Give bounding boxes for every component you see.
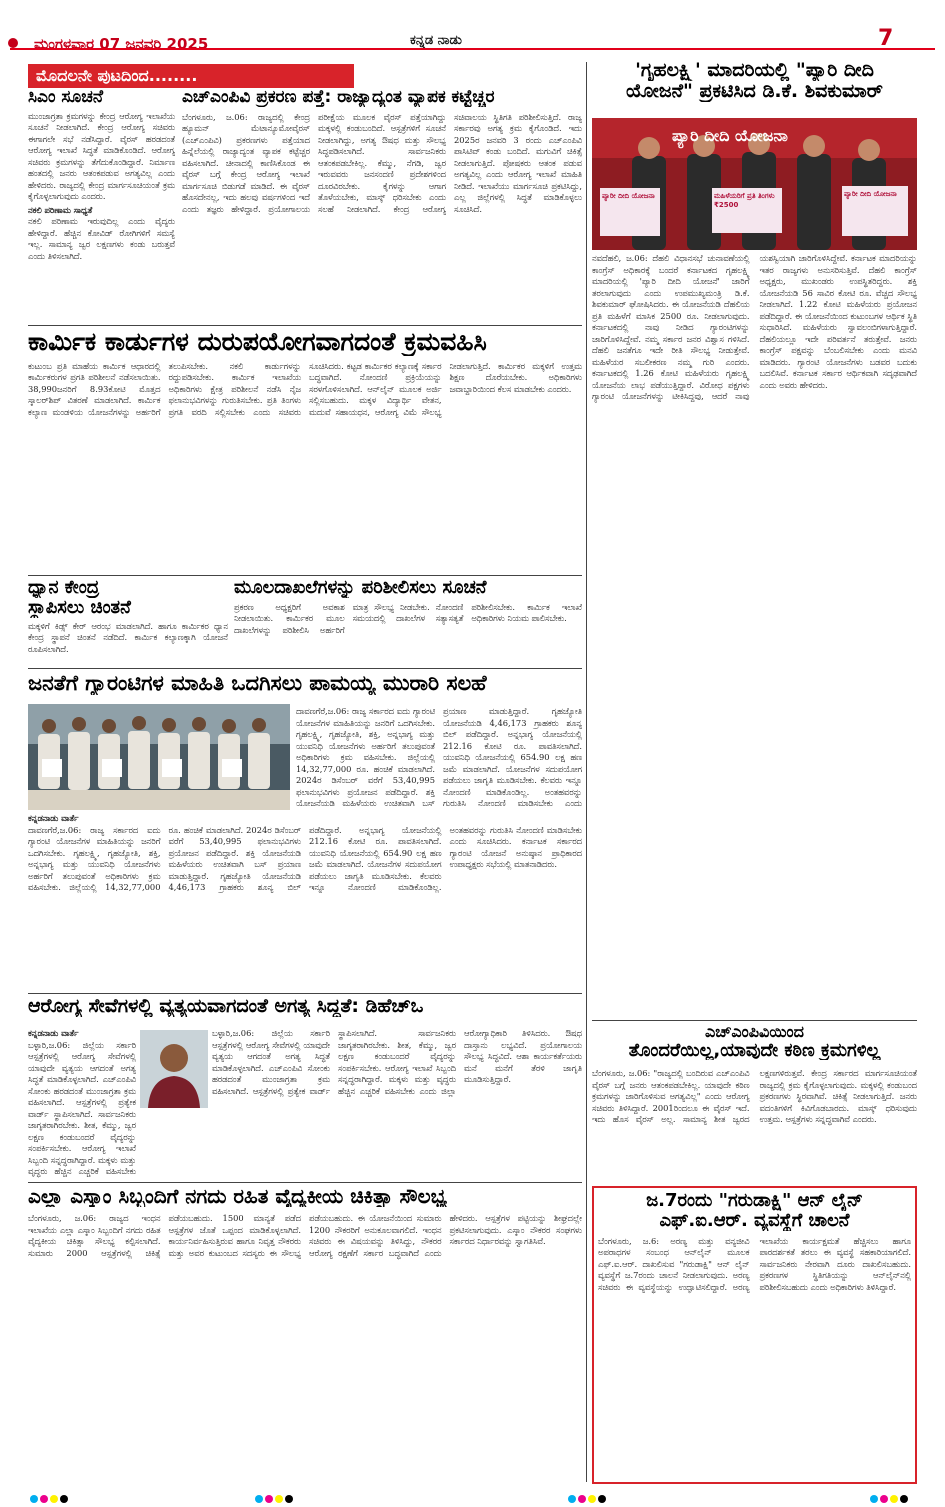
magenta-dot-icon: [265, 1495, 273, 1503]
dateline: ಕನ್ನಡನಾಡು ವಾರ್ತೆ: [28, 813, 79, 823]
divider: [28, 575, 582, 576]
arogya-headline-box: [28, 996, 582, 1024]
issue-date: ಮಂಗಳವಾರ 07 ಜನವರಿ 2025: [34, 35, 209, 53]
article-hmpv: [182, 88, 582, 323]
page-number: 7: [878, 26, 894, 51]
person-portrait-icon: [140, 1030, 208, 1108]
article-garuda: [592, 1186, 917, 1484]
article-body: ಕುಟುಂಬ ಪ್ರತಿ ಮಾಹೆಯ ಕಾರ್ಮಿಕ ಆಧಾರದಲ್ಲಿ ಕಾರ್ಮಿಕರುಗಳ ಪ್ರಗತಿ ಪರಿಶೀಲನೆ ನಡೆಸಲಾಯಿತು. 38,990ಜನರಿಗೆ 8.93ಕೋಟಿ ಮೊತ್ತದ ಸ್ಕಾಲರ್‌ಶಿಪ್ ವಿತರಣೆ ಮಾಡಲಾಗಿದೆ. ಕಾರ್ಮಿಕ ಕಲ್ಯಾಣ ಮಂಡಳಿಯ ಯೋಜನೆಗಳನ್ನು ಅರ್ಹರಿಗೆ ತಲುಪಿಸಬೇಕು. ನಕಲಿ ಕಾರ್ಡುಗಳನ್ನು ರದ್ದುಪಡಿಸಬೇಕು. ಕಾರ್ಮಿಕ ಇಲಾಖೆಯ ಅಧಿಕಾರಿಗಳು ಕ್ಷೇತ್ರ ಪರಿಶೀಲನೆ ನಡೆಸಿ ನೈಜ ಫಲಾನುಭವಿಗಳನ್ನು ಗುರುತಿಸಬೇಕು. ಪ್ರತಿ ತಿಂಗಳು ಪ್ರಗತಿ ವರದಿ ಸಲ್ಲಿಸಬೇಕು ಎಂದು ಸಚಿವರು ಸೂಚಿಸಿದರು. ಕಟ್ಟಡ ಕಾರ್ಮಿಕರ ಕಲ್ಯಾಣಕ್ಕೆ ಸರ್ಕಾರ ಬದ್ಧವಾಗಿದೆ. ನೋಂದಣಿ ಪ್ರಕ್ರಿಯೆಯನ್ನು ಸರಳಗೊಳಿಸಲಾಗಿದೆ. ಆನ್‌ಲೈನ್ ಮೂಲಕ ಅರ್ಜಿ ಸಲ್ಲಿಸಬಹುದು. ಮಕ್ಕಳ ವಿದ್ಯಾರ್ಥಿ ವೇತನ, ಮದುವೆ ಸಹಾಯಧನ, ಆರೋಗ್ಯ ವಿಮೆ ಸೌಲಭ್ಯ ನೀಡಲಾಗುತ್ತಿದೆ. ಕಾರ್ಮಿಕರ ಮಕ್ಕಳಿಗೆ ಉತ್ತಮ ಶಿಕ್ಷಣ ದೊರೆಯಬೇಕು. ಅಧಿಕಾರಿಗಳು ಜವಾಬ್ದಾರಿಯಿಂದ ಕೆಲಸ ಮಾಡಬೇಕು ಎಂದರು.: [28, 360, 582, 417]
subheadline: ನಕಲಿ ಪರಿಣಾಮ ಸಾಧ್ಯತೆ: [28, 204, 93, 215]
placard-text: ಪ್ಯಾರೀ ದೀದಿ ಯೋಜನಾ: [844, 190, 897, 198]
headline: ಆರೋಗ್ಯ ಸೇವೆಗಳಲ್ಲಿ ವ್ಯತ್ಯಯವಾಗದಂತೆ ಅಗತ್ಯ ಸಿದ್ಧತೆ: ಡಿಹೆಚ್‌ಒ: [28, 996, 424, 1017]
article-guarantee-top: [296, 706, 582, 810]
black-dot-icon: [900, 1495, 908, 1503]
article-moola: [234, 578, 582, 666]
registration-mark-icon: [8, 38, 18, 48]
article-body: ಬೆಂಗಳೂರು, ಜ.06: ರಾಜ್ಯದಲ್ಲಿ ಕೇಂದ್ರ ಹ್ಯೂಮನ್ ಮೆಟಾನ್ಯೂಮೋವೈರಸ್ (ಎಚ್‌ಎಂಪಿವಿ) ಪ್ರಕರಣಗಳು ಪತ್ತೆಯಾದ ಹಿನ್ನೆಲೆಯಲ್ಲಿ ರಾಜ್ಯಾದ್ಯಂತ ವ್ಯಾಪಕ ಕಟ್ಟೆಚ್ಚರ ವಹಿಸಲಾಗಿದೆ. ಚೀನಾದಲ್ಲಿ ಕಾಣಿಸಿಕೊಂಡ ಈ ವೈರಸ್ ಬಗ್ಗೆ ಕೇಂದ್ರ ಆರೋಗ್ಯ ಇಲಾಖೆ ಮಾರ್ಗಸೂಚಿ ಬಿಡುಗಡೆ ಮಾಡಿದೆ. ಈ ವೈರಸ್ ಹೊಸದೇನಲ್ಲ, ಇದು ಹಲವು ವರ್ಷಗಳಿಂದ ಇದೆ ಎಂದು ತಜ್ಞರು ಹೇಳಿದ್ದಾರೆ. ಪ್ರಯೋಗಾಲಯ ಪರೀಕ್ಷೆಯ ಮೂಲಕ ವೈರಸ್ ಪತ್ತೆಯಾಗಿದ್ದು ಮಕ್ಕಳಲ್ಲಿ ಕಂಡುಬಂದಿದೆ. ಆಸ್ಪತ್ರೆಗಳಿಗೆ ಸೂಚನೆ ನೀಡಲಾಗಿದ್ದು, ಅಗತ್ಯ ಔಷಧ ಮತ್ತು ಸೌಲಭ್ಯ ಸಿದ್ಧಪಡಿಸಲಾಗಿದೆ. ಸಾರ್ವಜನಿಕರು ಆತಂಕಪಡಬೇಕಿಲ್ಲ. ಕೆಮ್ಮು, ನೆಗಡಿ, ಜ್ವರ ಇರುವವರು ಜನಸಂದಣಿ ಪ್ರದೇಶಗಳಿಂದ ದೂರವಿರಬೇಕು. ಕೈಗಳನ್ನು ಆಗಾಗ ತೊಳೆಯಬೇಕು, ಮಾಸ್ಕ್ ಧರಿಸಬೇಕು ಎಂದು ಸಲಹೆ ನೀಡಲಾಗಿದೆ. ಕೇಂದ್ರ ಆರೋಗ್ಯ ಸಚಿವಾಲಯ ಸ್ಥಿತಿಗತಿ ಪರಿಶೀಲಿಸುತ್ತಿದೆ. ರಾಜ್ಯ ಸರ್ಕಾರವು ಅಗತ್ಯ ಕ್ರಮ ಕೈಗೊಂಡಿದೆ. ಇದು 2025ರ ಜನವರಿ 3 ರಂದು ಎಚ್‌ಎಂಪಿವಿ ಪಾಸಿಟಿವ್ ಕಂಡು ಬಂದಿದೆ. ಮಗುವಿಗೆ ಚಿಕಿತ್ಸೆ ನೀಡಲಾಗುತ್ತಿದೆ. ಪೋಷಕರು ಆತಂಕ ಪಡುವ ಅಗತ್ಯವಿಲ್ಲ ಎಂದು ಆರೋಗ್ಯ ಇಲಾಖೆ ಮಾಹಿತಿ ನೀಡಿದೆ. ಇಲಾಖೆಯು ಮಾರ್ಗಸೂಚಿ ಪ್ರಕಟಿಸಿದ್ದು, ಎಲ್ಲ ಜಿಲ್ಲೆಗಳಲ್ಲಿ ಸಿದ್ಧತೆ ಮಾಡಿಕೊಳ್ಳಲು ಸೂಚಿಸಿದೆ.: [182, 111, 582, 214]
headline: ಎಚ್‌ಎಂಪಿವಿಯಿಂದ: [705, 1023, 804, 1041]
article-body: ದಾವಣಗೆರೆ,ಜ.06: ರಾಜ್ಯ ಸರ್ಕಾರದ ಐದು ಗ್ಯಾರಂಟಿ ಯೋಜನೆಗಳ ಮಾಹಿತಿಯನ್ನು ಜನರಿಗೆ ಒದಗಿಸಬೇಕು. ಗೃಹಲಕ್ಷ್ಮಿ, ಗೃಹಜ್ಯೋತಿ, ಶಕ್ತಿ, ಅನ್ನಭಾಗ್ಯ ಮತ್ತು ಯುವನಿಧಿ ಯೋಜನೆಗಳು ಅರ್ಹರಿಗೆ ತಲುಪುವಂತೆ ಅಧಿಕಾರಿಗಳು ಕ್ರಮ ವಹಿಸಬೇಕು. ಜಿಲ್ಲೆಯಲ್ಲಿ 14,32,77,000 ರೂ. ಹಂಚಿಕೆ ಮಾಡಲಾಗಿದೆ. 2024ರ ಡಿಸೆಂಬರ್ ವರೆಗೆ 53,40,995 ಫಲಾನುಭವಿಗಳು ಪ್ರಯೋಜನ ಪಡೆದಿದ್ದಾರೆ. ಶಕ್ತಿ ಯೋಜನೆಯಡಿ ಮಹಿಳೆಯರು ಉಚಿತವಾಗಿ ಬಸ್ ಪ್ರಯಾಣ ಮಾಡುತ್ತಿದ್ದಾರೆ. ಗೃಹಜ್ಯೋತಿ ಯೋಜನೆಯಡಿ 4,46,173 ಗ್ರಾಹಕರು ಶೂನ್ಯ ಬಿಲ್ ಪಡೆದಿದ್ದಾರೆ. ಅನ್ನಭಾಗ್ಯ ಯೋಜನೆಯಲ್ಲಿ 212.16 ಕೋಟಿ ರೂ. ಪಾವತಿಸಲಾಗಿದೆ. ಯುವನಿಧಿ ಯೋಜನೆಯಲ್ಲಿ 654.90 ಲಕ್ಷ ಹಣ ಜಮೆ ಮಾಡಲಾಗಿದೆ. ಯೋಜನೆಗಳ ಸದುಪಯೋಗ ಪಡೆಯಲು ಜಾಗೃತಿ ಮೂಡಿಸಬೇಕು. ಕೆಲವರು ಇನ್ನೂ ನೋಂದಣಿ ಮಾಡಿಕೊಂಡಿಲ್ಲ. ಅಂತಹವರನ್ನು ಗುರುತಿಸಿ ನೋಂದಣಿ ಮಾಡಿಸಬೇಕು ಎಂದು: [296, 706, 582, 808]
headline-line2: ಎಫ್.ಐ.ಆರ್. ವ್ಯವಸ್ಥೆಗೆ ಚಾಲನೆ: [659, 1210, 850, 1231]
article-hmpv2: [592, 1068, 917, 1183]
magenta-dot-icon: [880, 1495, 888, 1503]
article-body: ನವದೆಹಲಿ, ಜ.06: ದೆಹಲಿ ವಿಧಾನಸಭೆ ಚುನಾವಣೆಯಲ್ಲಿ ಕಾಂಗ್ರೆಸ್ ಅಧಿಕಾರಕ್ಕೆ ಬಂದರೆ ಕರ್ನಾಟಕದ ಗೃಹಲಕ್ಷ್ಮಿ ಮಾದರಿಯಲ್ಲಿ 'ಪ್ಯಾರಿ ದೀದಿ ಯೋಜನೆ' ಜಾರಿಗೆ ತರಲಾಗುವುದು ಎಂದು ಉಪಮುಖ್ಯಮಂತ್ರಿ ಡಿ.ಕೆ. ಶಿವಕುಮಾರ್ ಘೋಷಿಸಿದರು. ಈ ಯೋಜನೆಯಡಿ ದೆಹಲಿಯ ಪ್ರತಿ ಮಹಿಳೆಗೆ ಮಾಸಿಕ 2500 ರೂ. ನೀಡಲಾಗುವುದು. ಕರ್ನಾಟಕದಲ್ಲಿ ನಾವು ನೀಡಿದ ಗ್ಯಾರಂಟಿಗಳನ್ನು ಜಾರಿಗೊಳಿಸಿದ್ದೇವೆ. ನಮ್ಮ ಸರ್ಕಾರ ಜನರ ವಿಶ್ವಾಸ ಗಳಿಸಿದೆ. ದೆಹಲಿ ಜನತೆಗೂ ಇದೇ ರೀತಿ ಸೌಲಭ್ಯ ನೀಡುತ್ತೇವೆ. ಮಹಿಳೆಯರ ಸಬಲೀಕರಣ ನಮ್ಮ ಗುರಿ ಎಂದರು. ಕರ್ನಾಟಕದಲ್ಲಿ 1.26 ಕೋಟಿ ಮಹಿಳೆಯರು ಗೃಹಲಕ್ಷ್ಮಿ ಯೋಜನೆಯ ಲಾಭ ಪಡೆಯುತ್ತಿದ್ದಾರೆ. ವಿರೋಧ ಪಕ್ಷಗಳು ಗ್ಯಾರಂಟಿ ಯೋಜನೆಗಳನ್ನು ಟೀಕಿಸಿದ್ದವು, ಆದರೆ ನಾವು ಯಶಸ್ವಿಯಾಗಿ ಜಾರಿಗೊಳಿಸಿದ್ದೇವೆ. ಕರ್ನಾಟಕ ಮಾದರಿಯನ್ನು ಇತರ ರಾಜ್ಯಗಳು ಅನುಸರಿಸುತ್ತಿವೆ. ದೆಹಲಿ ಕಾಂಗ್ರೆಸ್ ಅಧ್ಯಕ್ಷರು, ಮುಖಂಡರು ಉಪಸ್ಥಿತರಿದ್ದರು. ಶಕ್ತಿ ಯೋಜನೆಯಡಿ 56 ಸಾವಿರ ಕೋಟಿ ರೂ. ವೆಚ್ಚದ ಸೌಲಭ್ಯ ನೀಡಲಾಗಿದೆ. 1.22 ಕೋಟಿ ಮಹಿಳೆಯರು ಪ್ರಯೋಜನ ಪಡೆದಿದ್ದಾರೆ. ಈ ಯೋಜನೆಯಿಂದ ಕುಟುಂಬಗಳ ಆರ್ಥಿಕ ಸ್ಥಿತಿ ಸುಧಾರಿಸಿದೆ. ಮಹಿಳೆಯರು ಸ್ವಾವಲಂಬಿಗಳಾಗುತ್ತಿದ್ದಾರೆ. ದೆಹಲಿಯಲ್ಲೂ ಇದೇ ಪರಿವರ್ತನೆ ತರುತ್ತೇವೆ. ಜನರು ಕಾಂಗ್ರೆಸ್ ಪಕ್ಷವನ್ನು ಬೆಂಬಲಿಸಬೇಕು ಎಂದು ಮನವಿ ಮಾಡಿದರು. ಗ್ಯಾರಂಟಿ ಯೋಜನೆಗಳು ಬಡವರ ಬದುಕು ಬದಲಿಸಿವೆ. ಕರ್ನಾಟಕ ಸರ್ಕಾರ ಆರ್ಥಿಕವಾಗಿ ಸದೃಢವಾಗಿದೆ ಎಂದು ಅವರು ಹೇಳಿದರು.: [592, 253, 917, 401]
placard-text: ಮಹಿಳೆಯರಿಗೆ ಪ್ರತಿ ತಿಂಗಳು ₹2500: [714, 192, 775, 209]
article-labour-card: [28, 328, 582, 573]
masthead: ಕನ್ನಡ ನಾಡು: [410, 33, 462, 48]
article-arogya-left: [28, 1028, 136, 1178]
black-dot-icon: [285, 1495, 293, 1503]
guarantee-photo: [28, 704, 290, 810]
divider: [28, 1182, 582, 1183]
headline: ಎಚ್‌ಎಂಪಿವಿ ಪ್ರಕರಣ ಪತ್ತೆ: ರಾಜ್ಯಾದ್ಯಂತ ವ್ಯಾಪಕ ಕಟ್ಟೆಚ್ಚರ: [182, 88, 495, 107]
magenta-dot-icon: [40, 1495, 48, 1503]
registration-dots: [255, 1488, 295, 1498]
header-rule: [10, 48, 935, 50]
black-dot-icon: [598, 1495, 606, 1503]
black-dot-icon: [60, 1495, 68, 1503]
article-cm-advice: [28, 88, 175, 323]
divider: [28, 993, 582, 994]
headline: ಎಲ್ಲಾ ಎಸ್ಕಾಂ ಸಿಬ್ಬಂದಿಗೆ ನಗದು ರಹಿತ ವೈದ್ಯಕೀಯ ಚಿಕಿತ್ಸಾ ಸೌಲಭ್ಯ: [28, 1185, 447, 1207]
divider: [28, 325, 582, 326]
headline: ಸಿಎಂ ಸೂಚನೆ: [28, 88, 104, 107]
headline: ಜ.7ರಂದು "ಗರುಡಾಕ್ಷಿ" ಆನ್ ಲೈನ್: [646, 1191, 863, 1211]
article-body: ಬೆಂಗಳೂರು, ಜ.06: ರಾಜ್ಯದ ಇಂಧನ ಇಲಾಖೆಯ ಎಲ್ಲಾ ಎಸ್ಕಾಂ ಸಿಬ್ಬಂದಿಗೆ ನಗದು ರಹಿತ ವೈದ್ಯಕೀಯ ಚಿಕಿತ್ಸಾ ಸೌಲಭ್ಯ ಕಲ್ಪಿಸಲಾಗಿದೆ. ಸುಮಾರು 2000 ಆಸ್ಪತ್ರೆಗಳಲ್ಲಿ ಚಿಕಿತ್ಸೆ ಪಡೆಯಬಹುದು. 1500 ಮಾನ್ಯತೆ ಪಡೆದ ಆಸ್ಪತ್ರೆಗಳ ಜೊತೆ ಒಪ್ಪಂದ ಮಾಡಿಕೊಳ್ಳಲಾಗಿದೆ. ಕಾರ್ಯನಿರ್ವಹಿಸುತ್ತಿರುವ ಹಾಗೂ ನಿವೃತ್ತ ನೌಕರರು ಮತ್ತು ಅವರ ಕುಟುಂಬದ ಸದಸ್ಯರು ಈ ಸೌಲಭ್ಯ ಪಡೆಯಬಹುದು. ಈ ಯೋಜನೆಯಿಂದ ಸುಮಾರು 1200 ನೌಕರರಿಗೆ ಅನುಕೂಲವಾಗಲಿದೆ. ಇಂಧನ ಸಚಿವರು ಈ ವಿಷಯವನ್ನು ತಿಳಿಸಿದ್ದು, ನೌಕರರ ಆರೋಗ್ಯ ರಕ್ಷಣೆಗೆ ಸರ್ಕಾರ ಬದ್ಧವಾಗಿದೆ ಎಂದು ಹೇಳಿದರು. ಆಸ್ಪತ್ರೆಗಳ ಪಟ್ಟಿಯನ್ನು ಶೀಘ್ರದಲ್ಲೇ ಪ್ರಕಟಿಸಲಾಗುವುದು. ಎಸ್ಕಾಂ ನೌಕರರ ಸಂಘಗಳು ಸರ್ಕಾರದ ನಿರ್ಧಾರವನ್ನು ಸ್ವಾಗತಿಸಿವೆ.: [28, 1213, 582, 1258]
headline: ಜನತೆಗೆ ಗ್ಯಾರಂಟಿಗಳ ಮಾಹಿತಿ ಒದಗಿಸಲು ಪಾಮಯ್ಯ ಮುರಾರಿ ಸಲಹೆ: [28, 672, 487, 695]
article-body: ದಾವಣಗೆರೆ,ಜ.06: ರಾಜ್ಯ ಸರ್ಕಾರದ ಐದು ಗ್ಯಾರಂಟಿ ಯೋಜನೆಗಳ ಮಾಹಿತಿಯನ್ನು ಜನರಿಗೆ ಒದಗಿಸಬೇಕು. ಗೃಹಲಕ್ಷ್ಮಿ, ಗೃಹಜ್ಯೋತಿ, ಶಕ್ತಿ, ಅನ್ನಭಾಗ್ಯ ಮತ್ತು ಯುವನಿಧಿ ಯೋಜನೆಗಳು ಅರ್ಹರಿಗೆ ತಲುಪುವಂತೆ ಅಧಿಕಾರಿಗಳು ಕ್ರಮ ವಹಿಸಬೇಕು. ಜಿಲ್ಲೆಯಲ್ಲಿ 14,32,77,000 ರೂ. ಹಂಚಿಕೆ ಮಾಡಲಾಗಿದೆ. 2024ರ ಡಿಸೆಂಬರ್ ವರೆಗೆ 53,40,995 ಫಲಾನುಭವಿಗಳು ಪ್ರಯೋಜನ ಪಡೆದಿದ್ದಾರೆ. ಶಕ್ತಿ ಯೋಜನೆಯಡಿ ಮಹಿಳೆಯರು ಉಚಿತವಾಗಿ ಬಸ್ ಪ್ರಯಾಣ ಮಾಡುತ್ತಿದ್ದಾರೆ. ಗೃಹಜ್ಯೋತಿ ಯೋಜನೆಯಡಿ 4,46,173 ಗ್ರಾಹಕರು ಶೂನ್ಯ ಬಿಲ್ ಪಡೆದಿದ್ದಾರೆ. ಅನ್ನಭಾಗ್ಯ ಯೋಜನೆಯಲ್ಲಿ 212.16 ಕೋಟಿ ರೂ. ಪಾವತಿಸಲಾಗಿದೆ. ಯುವನಿಧಿ ಯೋಜನೆಯಲ್ಲಿ 654.90 ಲಕ್ಷ ಹಣ ಜಮೆ ಮಾಡಲಾಗಿದೆ. ಯೋಜನೆಗಳ ಸದುಪಯೋಗ ಪಡೆಯಲು ಜಾಗೃತಿ ಮೂಡಿಸಬೇಕು. ಕೆಲವರು ಇನ್ನೂ ನೋಂದಣಿ ಮಾಡಿಕೊಂಡಿಲ್ಲ. ಅಂತಹವರನ್ನು ಗುರುತಿಸಿ ನೋಂದಣಿ ಮಾಡಿಸಬೇಕು ಎಂದು ಸೂಚಿಸಿದರು. ಕರ್ನಾಟಕ ಸರ್ಕಾರದ ಗ್ಯಾರಂಟಿ ಯೋಜನೆ ಅನುಷ್ಠಾನ ಪ್ರಾಧಿಕಾರದ ಉಪಾಧ್ಯಕ್ಷರು ಸಭೆಯಲ್ಲಿ ಮಾತನಾಡಿದರು.: [28, 824, 582, 892]
article-body: ಮಕ್ಕಳಿಗೆ ಕಿಡ್ಸ್ ಕೇರ್ ಆರಂಭ ಮಾಡಲಾಗಿದೆ. ಹಾಗೂ ಕಾರ್ಮಿಕರ ಧ್ಯಾನ ಕೇಂದ್ರ ಸ್ಥಾಪನೆ ಚಿಂತನೆ ನಡೆದಿದೆ. ಕಾರ್ಮಿಕ ಕಲ್ಯಾಣಕ್ಕಾಗಿ ಯೋಜನೆ ರೂಪಿಸಲಾಗಿದೆ.: [28, 620, 228, 654]
headline: ಕಾರ್ಮಿಕ ಕಾರ್ಡುಗಳ ದುರುಪಯೋಗವಾಗದಂತೆ ಕ್ರಮವಹಿಸಿ: [28, 328, 487, 356]
headline-line2: ತೊಂದರೆಯಿಲ್ಲ,ಯಾವುದೇ ಕಠಿಣ ಕ್ರಮಗಳಿಲ್ಲ: [628, 1040, 881, 1061]
cyan-dot-icon: [255, 1495, 263, 1503]
dateline: ಕನ್ನಡನಾಡು ವಾರ್ತೆ: [28, 1028, 79, 1038]
placard-text: ಪ್ಯಾರೀ ದೀದಿ ಯೋಜನಾ: [602, 192, 655, 200]
magenta-dot-icon: [578, 1495, 586, 1503]
divider: [592, 1020, 917, 1021]
article-body: ಬೆಂಗಳೂರು, ಜ.06: "ರಾಜ್ಯದಲ್ಲಿ ಬಂದಿರುವ ಎಚ್‌ಎಂಪಿವಿ ವೈರಸ್ ಬಗ್ಗೆ ಜನರು ಆತಂಕಪಡಬೇಕಿಲ್ಲ. ಯಾವುದೇ ಕಠಿಣ ಕ್ರಮಗಳನ್ನು ಜಾರಿಗೊಳಿಸುವ ಅಗತ್ಯವಿಲ್ಲ" ಎಂದು ಆರೋಗ್ಯ ಸಚಿವರು ತಿಳಿಸಿದ್ದಾರೆ. 2001ರಿಂದಲೂ ಈ ವೈರಸ್ ಇದೆ. ಇದು ಹೊಸ ವೈರಸ್ ಅಲ್ಲ. ಸಾಮಾನ್ಯ ಶೀತ ಜ್ವರದ ಲಕ್ಷಣಗಳಿರುತ್ತವೆ. ಕೇಂದ್ರ ಸರ್ಕಾರದ ಮಾರ್ಗಸೂಚಿಯಂತೆ ರಾಜ್ಯದಲ್ಲಿ ಕ್ರಮ ಕೈಗೊಳ್ಳಲಾಗುವುದು. ಮಕ್ಕಳಲ್ಲಿ ಕಂಡುಬಂದ ಪ್ರಕರಣಗಳು ಸ್ಥಿರವಾಗಿವೆ. ಚಿಕಿತ್ಸೆ ನೀಡಲಾಗುತ್ತಿದೆ. ಜನರು ವದಂತಿಗಳಿಗೆ ಕಿವಿಗೊಡಬಾರದು. ಮಾಸ್ಕ್ ಧರಿಸುವುದು ಉತ್ತಮ. ಆಸ್ಪತ್ರೆಗಳು ಸನ್ನದ್ಧವಾಗಿವೆ ಎಂದರು.: [592, 1068, 917, 1124]
registration-dots: [30, 1488, 70, 1498]
headline: ಧ್ಯಾನ ಕೇಂದ್ರ: [28, 578, 100, 598]
yellow-dot-icon: [275, 1495, 283, 1503]
headline: ಮೂಲದಾಖಲೆಗಳನ್ನು ಪರಿಶೀಲಿಸಲು ಸೂಚನೆ: [234, 578, 487, 598]
gruhalakshmi-headline-box: [592, 60, 917, 118]
banner-text: ಪ್ಯಾರಿ ದೀದಿ ಯೋಜನಾ: [672, 126, 788, 145]
article-guarantee: [28, 813, 582, 991]
page-header: [0, 0, 945, 62]
guarantee-headline-box: [28, 672, 582, 704]
cyan-dot-icon: [568, 1495, 576, 1503]
cyan-dot-icon: [870, 1495, 878, 1503]
section-tab: ಮೊದಲನೇ ಪುಟದಿಂದ........: [28, 64, 354, 88]
article-escom: [28, 1185, 582, 1485]
article-gruhalakshmi: [592, 253, 917, 1018]
yellow-dot-icon: [50, 1495, 58, 1503]
headline-line2: ಸ್ಥಾಪಿಸಲು ಚಿಂತನೆ: [28, 597, 131, 618]
cyan-dot-icon: [30, 1495, 38, 1503]
article-body: ಬೆಂಗಳೂರು, ಜ.6: ಅರಣ್ಯ ಮತ್ತು ವನ್ಯಜೀವಿ ಅಪರಾಧಗಳ ಸಂಬಂಧ ಆನ್‌ಲೈನ್ ಮೂಲಕ ಎಫ್.ಐ.ಆರ್. ದಾಖಲಿಸುವ "ಗರುಡಾಕ್ಷಿ" ಆನ್ ಲೈನ್ ವ್ಯವಸ್ಥೆಗೆ ಜ.7ರಂದು ಚಾಲನೆ ನೀಡಲಾಗುವುದು. ಅರಣ್ಯ ಸಚಿವರು ಈ ವ್ಯವಸ್ಥೆಯನ್ನು ಉದ್ಘಾಟಿಸಲಿದ್ದಾರೆ. ಅರಣ್ಯ ಇಲಾಖೆಯ ಕಾರ್ಯಕ್ಷಮತೆ ಹೆಚ್ಚಿಸಲು ಹಾಗೂ ಪಾರದರ್ಶಕತೆ ತರಲು ಈ ವ್ಯವಸ್ಥೆ ಸಹಕಾರಿಯಾಗಲಿದೆ. ಸಾರ್ವಜನಿಕರು ನೇರವಾಗಿ ದೂರು ದಾಖಲಿಸಬಹುದು. ಪ್ರಕರಣಗಳ ಸ್ಥಿತಿಗತಿಯನ್ನು ಆನ್‌ಲೈನ್‌ನಲ್ಲಿ ಪರಿಶೀಲಿಸಬಹುದು ಎಂದು ಅಧಿಕಾರಿಗಳು ತಿಳಿಸಿದ್ದಾರೆ.: [598, 1235, 911, 1292]
registration-dots: [568, 1488, 608, 1498]
article-arogya: [212, 1028, 582, 1178]
headline: 'ಗೃಹಲಕ್ಷ್ಮಿ' ಮಾದರಿಯಲ್ಲಿ "ಪ್ಯಾರಿ ದೀದಿ: [635, 60, 874, 81]
divider: [28, 668, 582, 669]
article-body: ಬಳ್ಳಾರಿ,ಜ.06: ಜಿಲ್ಲೆಯ ಸರ್ಕಾರಿ ಆಸ್ಪತ್ರೆಗಳಲ್ಲಿ ಆರೋಗ್ಯ ಸೇವೆಗಳಲ್ಲಿ ಯಾವುದೇ ವ್ಯತ್ಯಯ ಆಗದಂತೆ ಅಗತ್ಯ ಸಿದ್ಧತೆ ಮಾಡಿಕೊಳ್ಳಲಾಗಿದೆ. ಎಚ್‌ಎಂಪಿವಿ ಸೋಂಕು ಹರಡದಂತೆ ಮುಂಜಾಗ್ರತಾ ಕ್ರಮ ವಹಿಸಲಾಗಿದೆ. ಆಸ್ಪತ್ರೆಗಳಲ್ಲಿ ಪ್ರತ್ಯೇಕ ವಾರ್ಡ್ ಸ್ಥಾಪಿಸಲಾಗಿದೆ. ಸಾರ್ವಜನಿಕರು ಜಾಗೃತರಾಗಿರಬೇಕು. ಶೀತ, ಕೆಮ್ಮು, ಜ್ವರ ಲಕ್ಷಣ ಕಂಡುಬಂದರೆ ವೈದ್ಯರನ್ನು ಸಂಪರ್ಕಿಸಬೇಕು. ಆರೋಗ್ಯ ಇಲಾಖೆ ಸಿಬ್ಬಂದಿ ಸನ್ನದ್ಧರಾಗಿದ್ದಾರೆ. ಮಕ್ಕಳು ಮತ್ತು ವೃದ್ಧರು ಹೆಚ್ಚಿನ ಎಚ್ಚರಿಕೆ ವಹಿಸಬೇಕು: [28, 1039, 136, 1176]
registration-dots: [870, 1488, 910, 1498]
column-divider: [586, 62, 587, 1482]
article-body: ನಕಲಿ ಪರಿಣಾಮ ಇರುವುದಿಲ್ಲ ಎಂದು ವೈದ್ಯರು ಹೇಳಿದ್ದಾರೆ. ಹೆಚ್ಚಿನ ಕೋವಿಡ್ ರೋಗಿಗಳಿಗೆ ಸಮಸ್ಯೆ ಇಲ್ಲ. ಸಾಮಾನ್ಯ ಜ್ವರ ಲಕ್ಷಣಗಳು ಕಂಡು ಬರುತ್ತವೆ ಎಂದು ತಿಳಿಸಲಾಗಿದೆ.: [28, 216, 175, 261]
article-body: ಪ್ರಕರಣ ಅಧ್ಯಕ್ಷರಿಗೆ ಅವಕಾಶ ನೀಡಲಾಯಿತು. ಕಾರ್ಮಿಕರ ಮೂಲ ದಾಖಲೆಗಳನ್ನು ಪರಿಶೀಲಿಸಿ ಅರ್ಹರಿಗೆ ಮಾತ್ರ ಸೌಲಭ್ಯ ನೀಡಬೇಕು. ನೋಂದಣಿ ಸಮಯದಲ್ಲಿ ದಾಖಲೆಗಳ ಸತ್ಯಾಸತ್ಯತೆ ಪರಿಶೀಲಿಸಬೇಕು. ಕಾರ್ಮಿಕ ಇಲಾಖೆ ಅಧಿಕಾರಿಗಳು ನಿಯಮ ಪಾಲಿಸಬೇಕು.: [234, 601, 582, 635]
gruhalakshmi-photo: [592, 118, 917, 250]
article-dhyana: [28, 578, 228, 666]
article-body: ಮುಂಜಾಗ್ರತಾ ಕ್ರಮಗಳನ್ನು ಕೇಂದ್ರ ಆರೋಗ್ಯ ಇಲಾಖೆಯ ಸೂಚನೆ ನೀಡಲಾಗಿದೆ. ಕೇಂದ್ರ ಆರೋಗ್ಯ ಸಚಿವರು ಈಗಾಗಲೇ ಸಭೆ ನಡೆಸಿದ್ದಾರೆ. ವೈರಸ್ ಹರಡದಂತೆ ಆರೋಗ್ಯ ಇಲಾಖೆ ಸಿದ್ಧತೆ ಮಾಡಿಕೊಂಡಿದೆ. ಆರೋಗ್ಯ ಸಚಿವರು ಕ್ರಮಗಳನ್ನು ತೆಗೆದುಕೊಂಡಿದ್ದಾರೆ. ನಿರ್ಮಾಣ ಹಂತದಲ್ಲಿ ಜನರು ಆತಂಕಪಡುವ ಅಗತ್ಯವಿಲ್ಲ ಎಂದು ಹೇಳಿದರು. ರಾಜ್ಯದಲ್ಲಿ ಕೇಂದ್ರ ಮಾರ್ಗಸೂಚಿಯಂತೆ ಕ್ರಮ ಕೈಗೊಳ್ಳಲಾಗುವುದು ಎಂದರು.: [28, 110, 175, 202]
officer-portrait: [140, 1030, 208, 1108]
yellow-dot-icon: [890, 1495, 898, 1503]
hmpv2-headline-box: [592, 1023, 917, 1067]
group-meeting-photo: [28, 704, 290, 810]
article-body: ಬಳ್ಳಾರಿ,ಜ.06: ಜಿಲ್ಲೆಯ ಸರ್ಕಾರಿ ಆಸ್ಪತ್ರೆಗಳಲ್ಲಿ ಆರೋಗ್ಯ ಸೇವೆಗಳಲ್ಲಿ ಯಾವುದೇ ವ್ಯತ್ಯಯ ಆಗದಂತೆ ಅಗತ್ಯ ಸಿದ್ಧತೆ ಮಾಡಿಕೊಳ್ಳಲಾಗಿದೆ. ಎಚ್‌ಎಂಪಿವಿ ಸೋಂಕು ಹರಡದಂತೆ ಮುಂಜಾಗ್ರತಾ ಕ್ರಮ ವಹಿಸಲಾಗಿದೆ. ಆಸ್ಪತ್ರೆಗಳಲ್ಲಿ ಪ್ರತ್ಯೇಕ ವಾರ್ಡ್ ಸ್ಥಾಪಿಸಲಾಗಿದೆ. ಸಾರ್ವಜನಿಕರು ಜಾಗೃತರಾಗಿರಬೇಕು. ಶೀತ, ಕೆಮ್ಮು, ಜ್ವರ ಲಕ್ಷಣ ಕಂಡುಬಂದರೆ ವೈದ್ಯರನ್ನು ಸಂಪರ್ಕಿಸಬೇಕು. ಆರೋಗ್ಯ ಇಲಾಖೆ ಸಿಬ್ಬಂದಿ ಸನ್ನದ್ಧರಾಗಿದ್ದಾರೆ. ಮಕ್ಕಳು ಮತ್ತು ವೃದ್ಧರು ಹೆಚ್ಚಿನ ಎಚ್ಚರಿಕೆ ವಹಿಸಬೇಕು ಎಂದು ಜಿಲ್ಲಾ ಆರೋಗ್ಯಾಧಿಕಾರಿ ತಿಳಿಸಿದರು. ಔಷಧ ದಾಸ್ತಾನು ಲಭ್ಯವಿದೆ. ಪ್ರಯೋಗಾಲಯ ಸೌಲಭ್ಯ ಸಿದ್ಧವಿದೆ. ಆಶಾ ಕಾರ್ಯಕರ್ತೆಯರು ಮನೆ ಮನೆಗೆ ತೆರಳಿ ಜಾಗೃತಿ ಮೂಡಿಸುತ್ತಿದ್ದಾರೆ.: [212, 1028, 582, 1096]
headline-line2: ಯೋಜನೆ" ಪ್ರಕಟಿಸಿದ ಡಿ.ಕೆ. ಶಿವಕುಮಾರ್: [626, 80, 883, 102]
yellow-dot-icon: [588, 1495, 596, 1503]
